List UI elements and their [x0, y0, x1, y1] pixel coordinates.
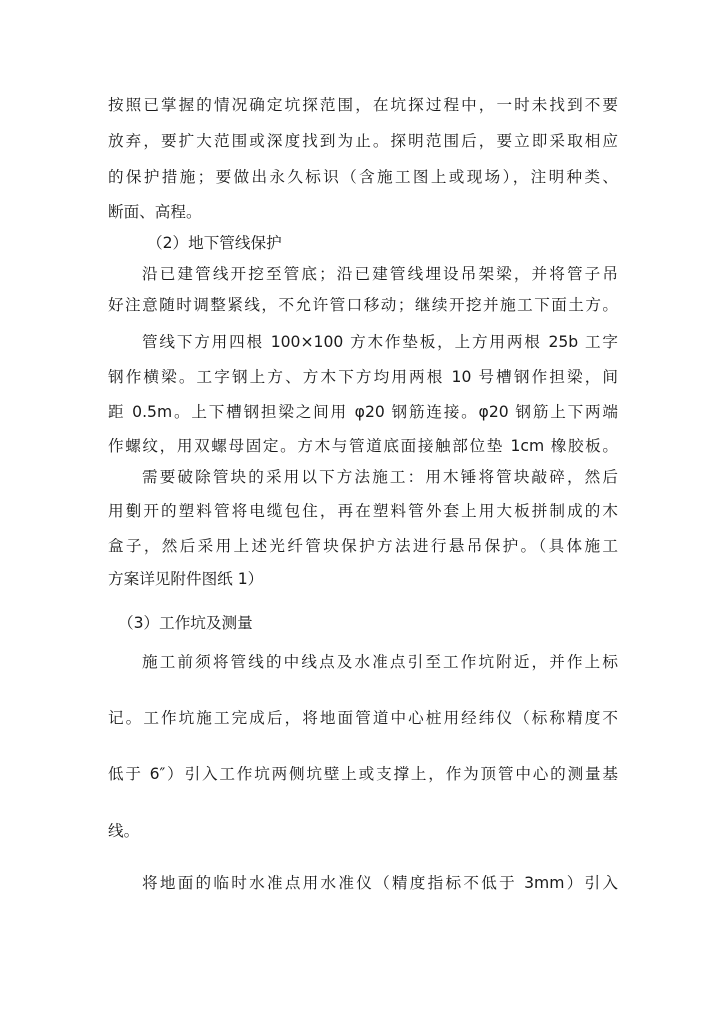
paragraph-5-line-2: 记。工作坑施工完成后，将地面管道中心桩用经纬仪（标称精度不 [108, 709, 618, 727]
paragraph-4-line-4: 方案详见附件图纸 1） [108, 570, 264, 588]
paragraph-5-line-4: 线。 [108, 822, 140, 840]
paragraph-5-line-3: 低于 6″）引入工作坑两侧坑壁上或支撑上，作为顶管中心的测量基 [108, 765, 618, 783]
paragraph-2-line-1: 沿已建管线开挖至管底；沿已建管线埋设吊架梁，并将管子吊 [142, 265, 618, 283]
section-heading-2: （2）地下管线保护 [147, 234, 282, 252]
paragraph-5-line-1: 施工前须将管线的中线点及水准点引至工作坑附近，并作上标 [142, 653, 618, 671]
paragraph-1-line-3: 的保护措施；要做出永久标识（含施工图上或现场），注明种类、 [108, 168, 618, 186]
paragraph-4-line-2: 用劐开的塑料管将电缆包住，再在塑料管外套上用大板拼制成的木 [108, 502, 618, 520]
paragraph-4-line-3: 盒子，然后采用上述光纤管块保护方法进行悬吊保护。（具体施工 [108, 537, 618, 555]
paragraph-1-line-4: 断面、高程。 [108, 203, 202, 221]
section-heading-3: （3）工作坑及测量 [118, 614, 253, 632]
paragraph-3-line-4: 作螺纹，用双螺母固定。方木与管道底面接触部位垫 1cm 橡胶板。 [108, 437, 618, 455]
paragraph-3-line-1: 管线下方用四根 100×100 方木作垫板，上方用两根 25b 工字 [142, 333, 618, 351]
paragraph-1-line-2: 放弃，要扩大范围或深度找到为止。探明范围后，要立即采取相应 [108, 132, 618, 150]
paragraph-2-line-2: 好注意随时调整紧线，不允许管口移动；继续开挖并施工下面土方。 [108, 296, 618, 314]
paragraph-3-line-2: 钢作横梁。工字钢上方、方木下方均用两根 10 号槽钢作担梁，间 [108, 368, 618, 386]
paragraph-6-line-1: 将地面的临时水准点用水准仪（精度指标不低于 3mm）引入 [142, 874, 618, 892]
paragraph-4-line-1: 需要破除管块的采用以下方法施工：用木锤将管块敲碎，然后 [142, 468, 618, 486]
paragraph-3-line-3: 距 0.5m。上下槽钢担梁之间用 φ20 钢筋连接。φ20 钢筋上下两端 [108, 403, 618, 421]
paragraph-1-line-1: 按照已掌握的情况确定坑探范围，在坑探过程中，一时未找到不要 [108, 96, 618, 114]
